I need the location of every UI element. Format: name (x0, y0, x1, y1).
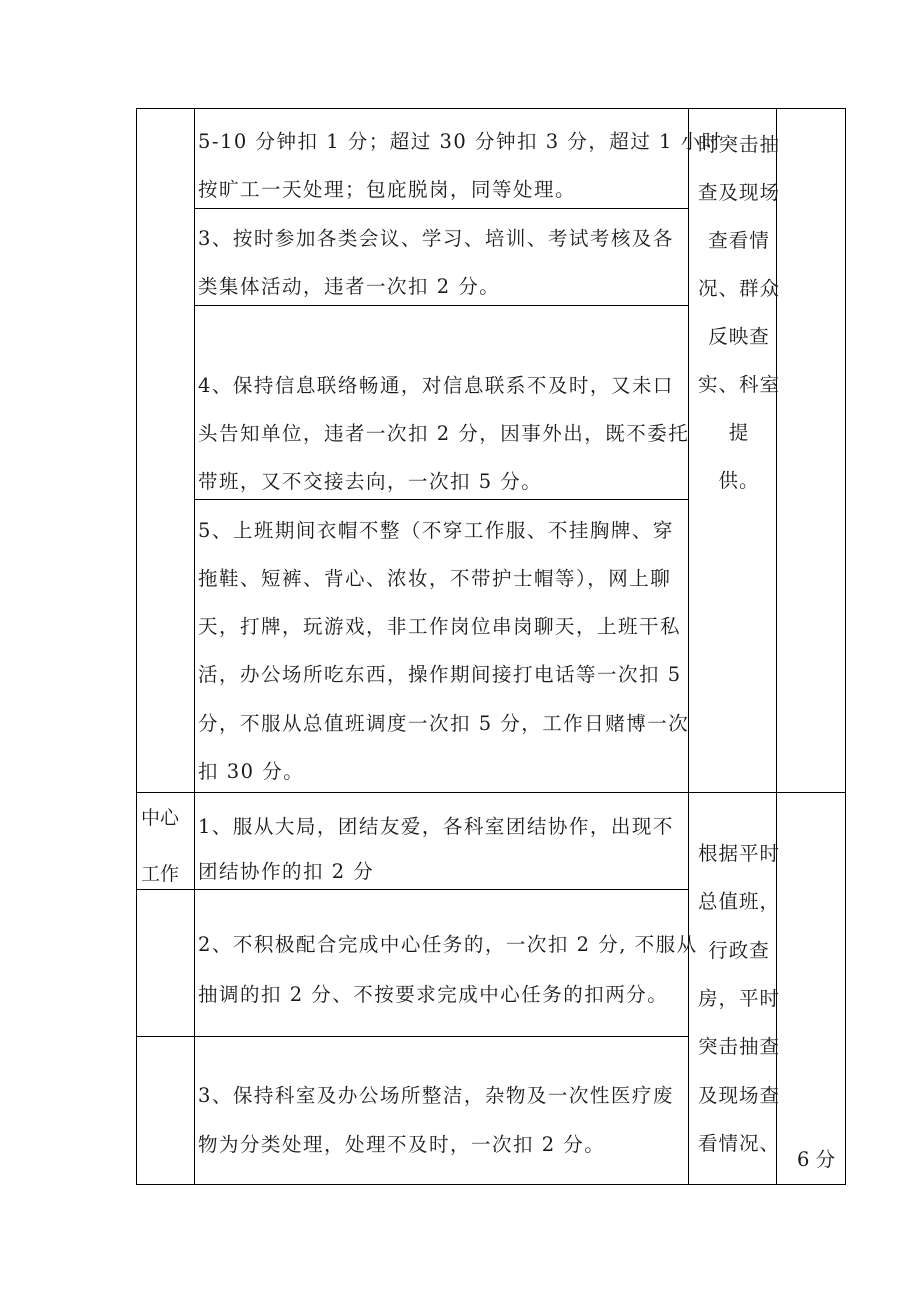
rule-line: 5、上班期间衣帽不整（不穿工作服、不挂胸牌、穿 (198, 519, 674, 542)
rule-line: 拖鞋、短裤、背心、浓妆，不带护士帽等），网上聊 (198, 567, 672, 590)
method-line: 提 (728, 421, 750, 444)
rule-line: 带班，又不交接去向，一次扣 5 分。 (198, 470, 543, 493)
rule-line: 分，不服从总值班调度一次扣 5 分，工作日赌博一次 (198, 712, 690, 735)
rule-line: 扣 30 分。 (198, 760, 305, 783)
category-label: 工作 (141, 863, 180, 885)
method-line: 时突击抽 (697, 133, 780, 156)
rule-line: 5-10 分钟扣 1 分；超过 30 分钟扣 3 分，超过 1 小时 (198, 130, 723, 153)
method-line: 行政查 (708, 939, 770, 962)
method-line: 实、科室 (697, 373, 780, 396)
rule-line: 1、服从大局，团结友爱，各科室团结协作，出现不 (198, 815, 674, 838)
method-line: 看情况、 (697, 1132, 780, 1155)
rule-line: 天，打牌，玩游戏，非工作岗位串岗聊天，上班干私 (198, 615, 682, 638)
rule-line: 抽调的扣 2 分、不按要求完成中心任务的扣两分。 (198, 983, 669, 1006)
rule-line: 类集体活动，违者一次扣 2 分。 (198, 275, 501, 298)
method-line: 况、群众 (697, 277, 780, 300)
method-line: 查及现场 (697, 181, 780, 204)
rule-line: 2、不积极配合完成中心任务的，一次扣 2 分, 不服从 (198, 933, 698, 956)
score-value: 6 分 (797, 1148, 836, 1171)
rule-line: 4、保持信息联络畅通，对信息联系不及时，又未口 (198, 374, 674, 397)
method-line: 供。 (718, 469, 760, 492)
method-line: 查看情 (708, 229, 770, 252)
rule-line: 按旷工一天处理；包庇脱岗，同等处理。 (198, 178, 577, 201)
method-line: 房，平时 (697, 987, 780, 1010)
method-line: 及现场查 (697, 1084, 780, 1107)
category-label: 中心 (141, 807, 180, 829)
rule-line: 物为分类处理，处理不及时，一次扣 2 分。 (198, 1133, 606, 1156)
rule-line: 3、按时参加各类会议、学习、培训、考试考核及各 (198, 227, 674, 250)
method-line: 反映查 (708, 325, 770, 348)
method-line: 总值班， (697, 890, 780, 913)
rule-line: 活，办公场所吃东西，操作期间接打电话等一次扣 5 (198, 663, 682, 686)
method-line: 突击抽查 (697, 1035, 780, 1058)
rule-line: 3、保持科室及办公场所整洁，杂物及一次性医疗废 (198, 1084, 674, 1107)
rule-line: 头告知单位，违者一次扣 2 分，因事外出，既不委托 (198, 422, 690, 445)
method-line: 根据平时 (697, 842, 780, 865)
rule-line: 团结协作的扣 2 分 (198, 860, 375, 883)
